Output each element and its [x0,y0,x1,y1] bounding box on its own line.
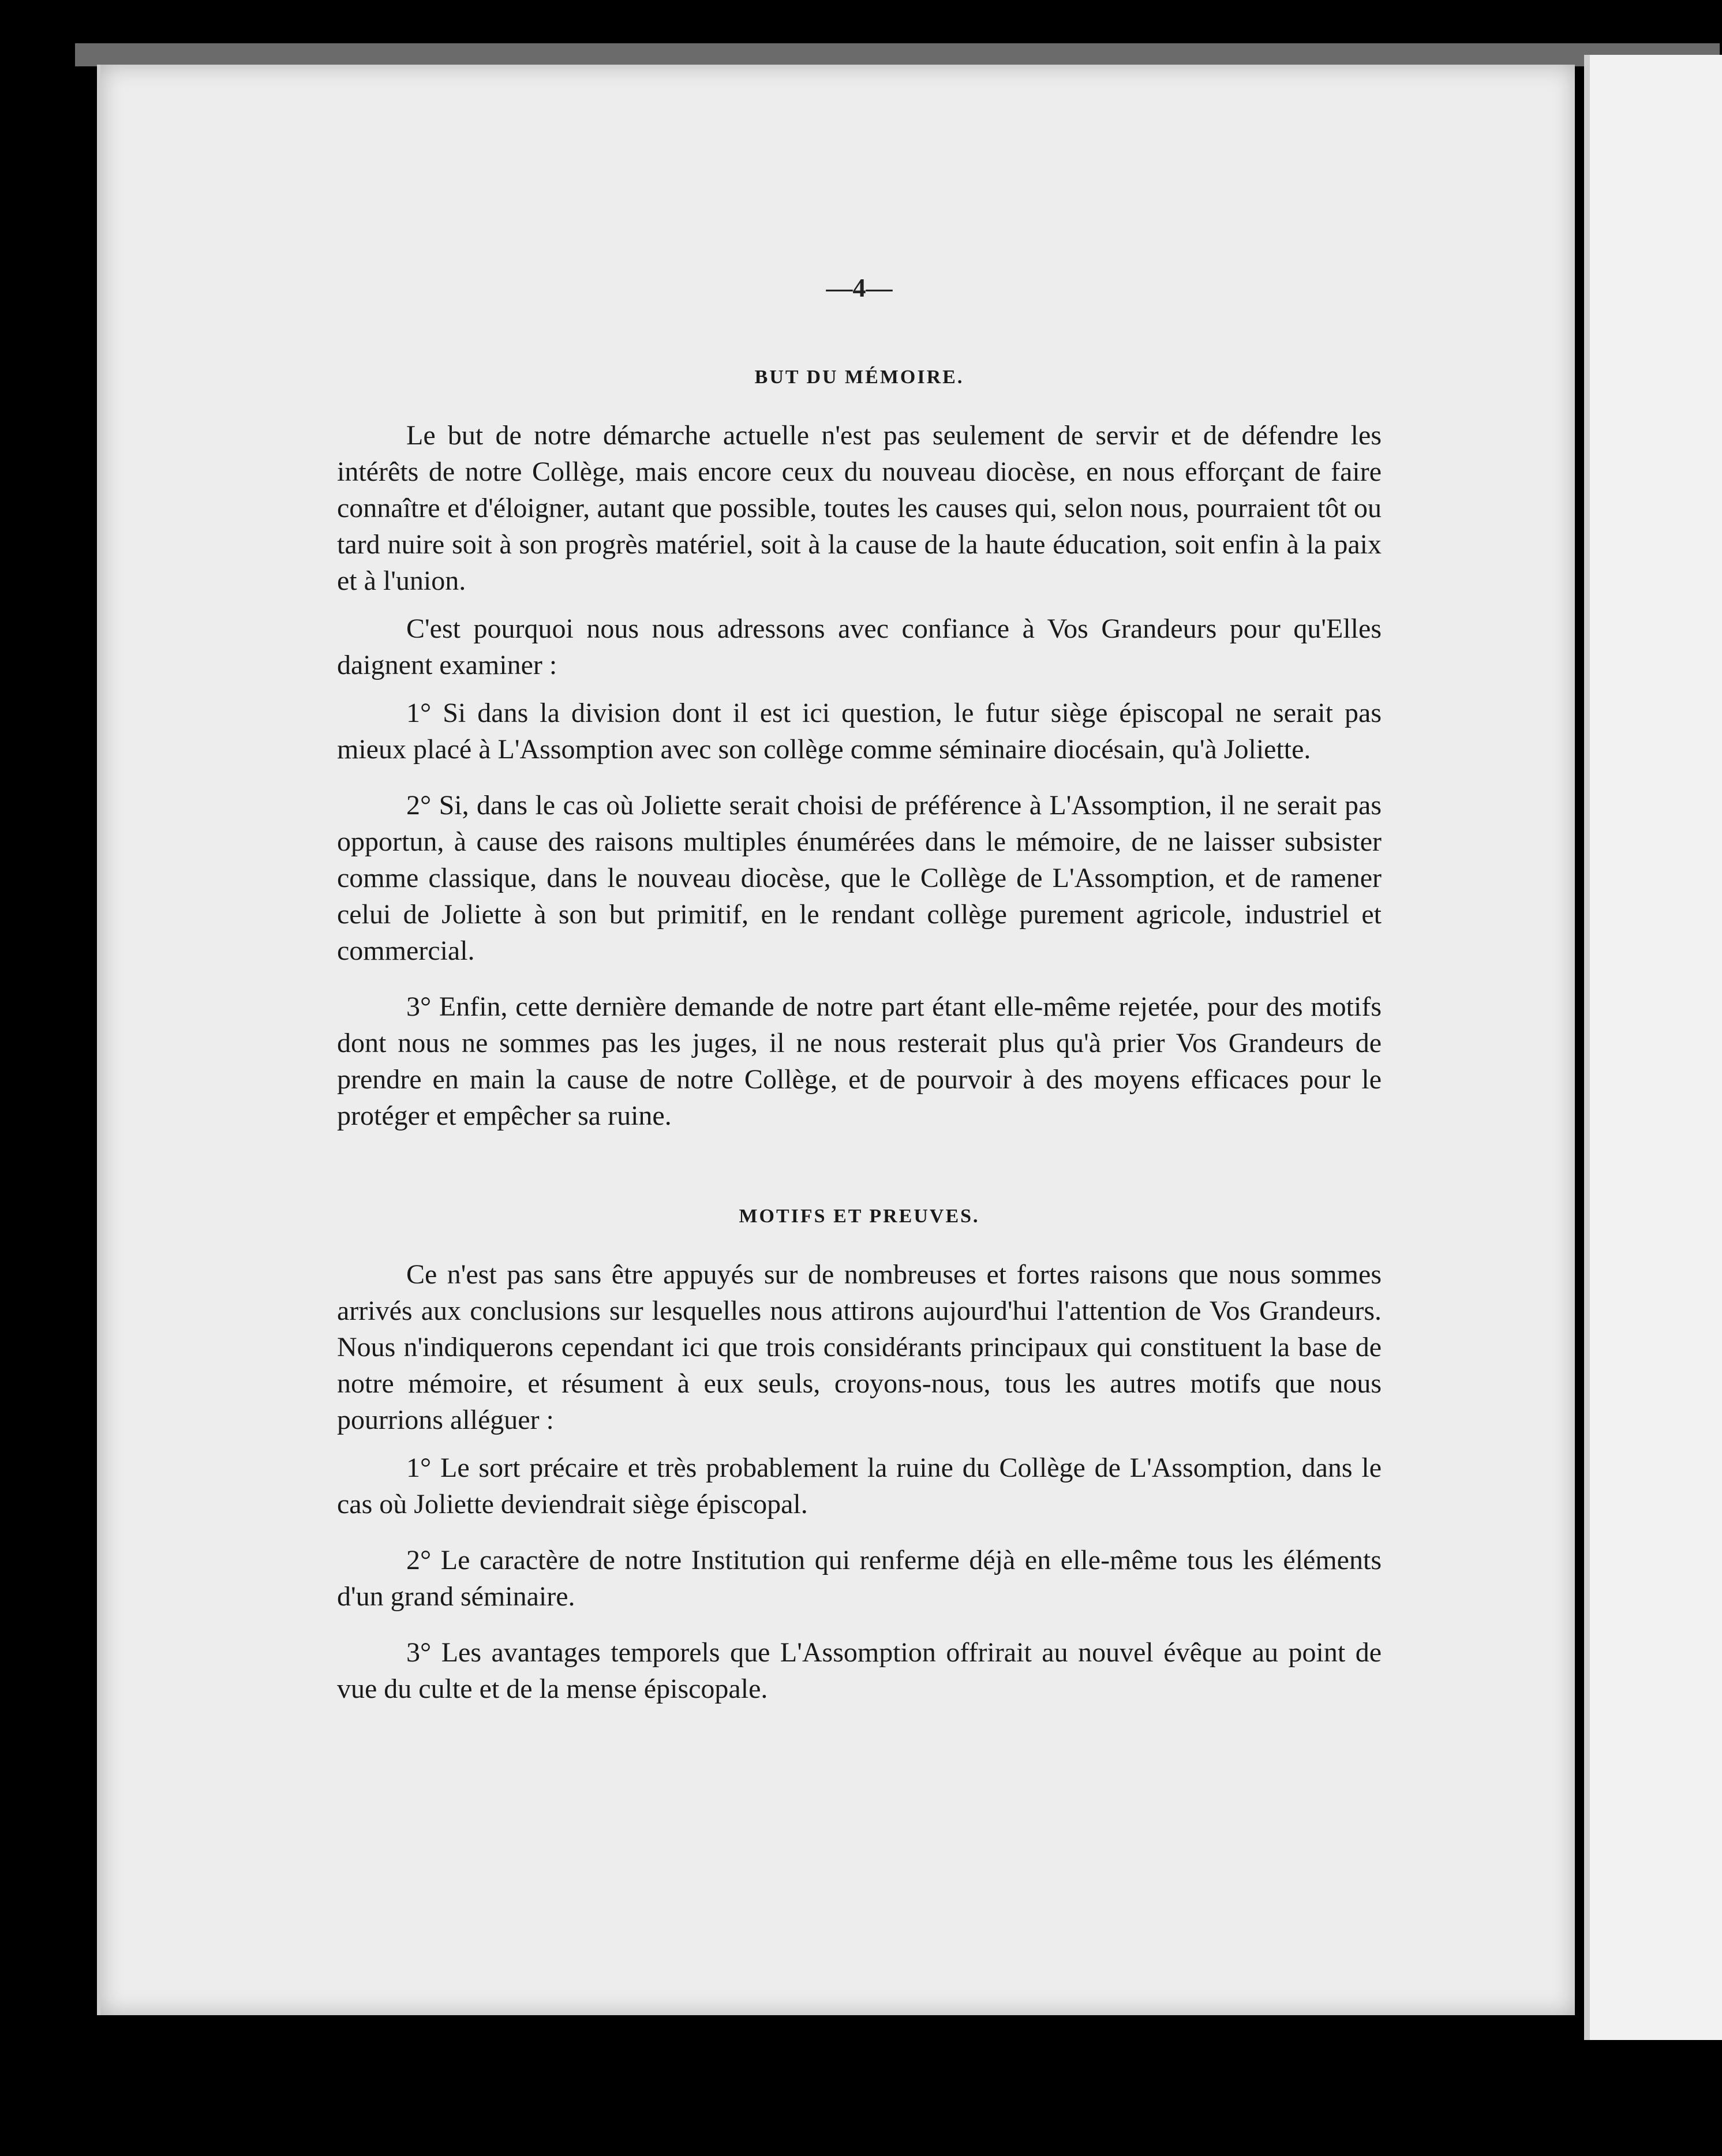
list-item: 2° Si, dans le cas où Joliette serait choisi de préférence à L'Assomption, il ne serait pas opportun, à cause des raisons multiples énumérées dans le mémoire, de ne laisser subsister comme classique, dans le nouveau diocèse, que le Collège de L'Assomption, et de ramener celui de Joliette à son but primitif, en le rendant collège purement agricole, industriel et commercial. [337,790,1382,966]
question-list [337,695,1382,1134]
scan-frame-strip [75,43,1720,66]
page-number: —4— [826,273,893,302]
list-item: 1° Si dans la division dont il est ici question, le futur siège épiscopal ne serait pas mieux placé à L'Assomption avec son collège comme séminaire diocésain, qu'à Joliette. [337,698,1382,765]
paragraph: C'est pourquoi nous nous adressons avec confiance à Vos Grandeurs pour qu'Elles daignent examiner : [337,613,1382,680]
document-page [97,65,1575,2015]
reason-list [337,1450,1382,1707]
section-heading-but: BUT DU MÉMOIRE. [754,366,964,388]
section-divider [337,1154,1382,1206]
list-item: 1° Le sort précaire et très probablement la ruine du Collège de L'Assomption, dans le cas où Joliette deviendrait siège épiscopal. [337,1453,1382,1519]
page-content [337,272,1382,1727]
list-item: 3° Enfin, cette dernière demande de notre part étant elle-même rejetée, pour des motifs dont nous ne sommes pas les juges, il ne nous resterait plus qu'à prier Vos Grandeurs de prendre en main la cause de notre Collège, et de pourvoir à des moyens efficaces pour le protéger et empêcher sa ruine. [337,991,1382,1131]
paragraph: Ce n'est pas sans être appuyés sur de nombreuses et fortes raisons que nous sommes arrivés aux conclusions sur lesquelles nous attirons aujourd'hui l'attention de Vos Grandeurs. Nous n'indiquerons cependant ici que trois considérants principaux qui constituent la base de notre mémoire, et résument à eux seuls, croyons-nous, tous les autres motifs que nous pourrions alléguer : [337,1259,1382,1435]
list-item: 2° Le caractère de notre Institution qui renferme déjà en elle-même tous les éléments d'un grand séminaire. [337,1545,1382,1612]
list-item: 3° Les avantages temporels que L'Assomption offrirait au nouvel évêque au point de vue du culte et de la mense épiscopale. [337,1637,1382,1704]
facing-page-edge [1584,55,1722,2040]
section-heading-motifs: MOTIFS ET PREUVES. [739,1206,980,1227]
paragraph: Le but de notre démarche actuelle n'est pas seulement de servir et de défendre les intérêts de notre Collège, mais encore ceux du nouveau diocèse, en nous efforçant de faire connaître et d'éloigner, autant que possible, toutes les causes qui, selon nous, pourraient tôt ou tard nuire soit à son progrès matériel, soit à la cause de la haute éducation, soit enfin à la paix et à l'union. [337,420,1382,596]
